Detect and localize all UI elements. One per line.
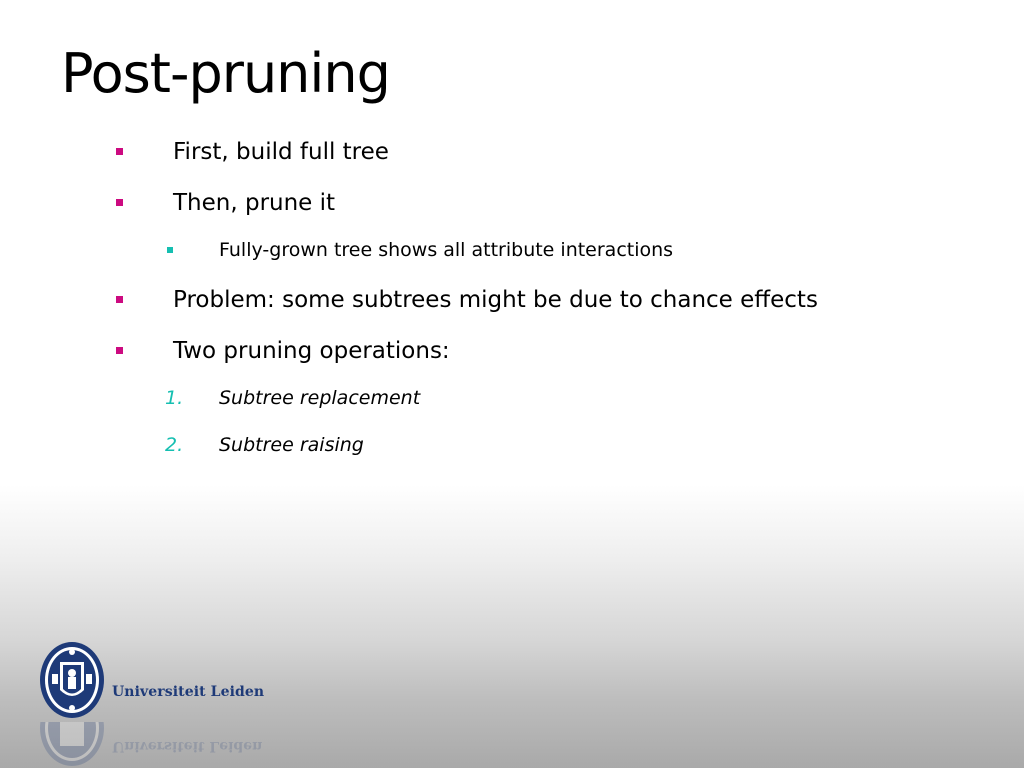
bullet-square-icon [167,247,173,253]
numbered-text: Subtree replacement [219,387,421,409]
sub-bullet-text: Fully-grown tree shows all attribute interactions [219,239,674,261]
bullet-text: Then, prune it [173,190,336,216]
list-number: 2. [165,434,184,456]
numbered-text: Subtree raising [219,434,364,456]
list-number: 1. [165,387,184,409]
leiden-university-seal-icon [38,640,106,720]
university-name: Universiteit Leiden [112,684,265,700]
university-name-reflection: Universiteit Leiden [112,738,263,754]
bullet-square-icon [116,199,123,206]
leiden-seal-reflection-icon [38,722,106,768]
slide-title: Post-pruning [61,42,390,105]
bullet-square-icon [116,296,123,303]
bullet-text: Problem: some subtrees might be due to chance effects [173,287,818,313]
bullet-text: First, build full tree [173,139,389,165]
bullet-square-icon [116,148,123,155]
bullet-square-icon [116,347,123,354]
bullet-text: Two pruning operations: [173,338,450,364]
